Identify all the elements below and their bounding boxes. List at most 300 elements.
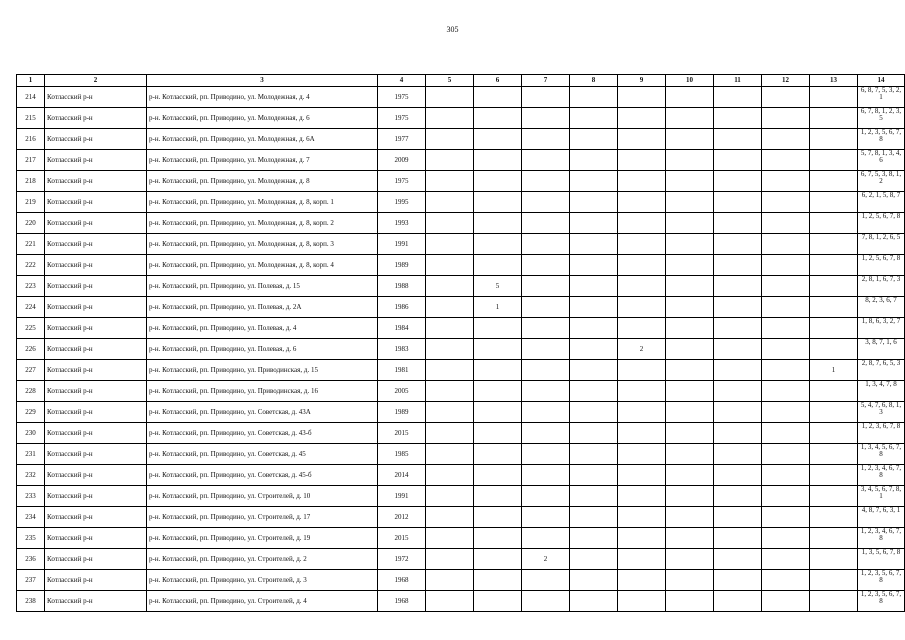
table-row — [17, 381, 905, 402]
column-header: 3 — [147, 75, 378, 87]
col13-cell — [810, 486, 858, 507]
district-cell: Котласский р-н — [45, 549, 147, 570]
col9-cell — [618, 234, 666, 255]
col6-cell — [474, 570, 522, 591]
col8-cell — [570, 297, 618, 318]
col6-cell — [474, 339, 522, 360]
sequence-cell: 6, 8, 7, 5, 3, 2, 1 — [858, 87, 905, 108]
col10-cell — [666, 276, 714, 297]
district-cell: Котласский р-н — [45, 150, 147, 171]
col6-cell — [474, 423, 522, 444]
col8-cell — [570, 318, 618, 339]
col8-cell — [570, 213, 618, 234]
col12-cell — [762, 402, 810, 423]
col10-cell — [666, 591, 714, 612]
sequence-cell: 1, 3, 4, 5, 6, 7, 8 — [858, 444, 905, 465]
column-header: 8 — [570, 75, 618, 87]
column-header: 14 — [858, 75, 905, 87]
col8-cell — [570, 87, 618, 108]
col5-cell — [426, 339, 474, 360]
col7-cell — [522, 297, 570, 318]
year-cell: 1983 — [378, 339, 426, 360]
sequence-cell: 2, 8, 1, 6, 7, 3 — [858, 276, 905, 297]
col7-cell — [522, 465, 570, 486]
col7-cell — [522, 255, 570, 276]
col5-cell — [426, 528, 474, 549]
col7-cell — [522, 402, 570, 423]
address-cell: р-н. Котласский, рп. Приводино, ул. Молодежная, д. 6 — [147, 108, 378, 129]
col6-cell — [474, 507, 522, 528]
register-table — [16, 74, 905, 612]
col6-cell — [474, 171, 522, 192]
col8-cell — [570, 129, 618, 150]
year-cell: 2009 — [378, 150, 426, 171]
col12-cell — [762, 87, 810, 108]
col5-cell — [426, 87, 474, 108]
sequence-cell: 6, 7, 5, 3, 8, 1, 2 — [858, 171, 905, 192]
col6-cell — [474, 381, 522, 402]
address-cell: р-н. Котласский, рп. Приводино, ул. Строителей, д. 17 — [147, 507, 378, 528]
column-header: 6 — [474, 75, 522, 87]
col5-cell — [426, 549, 474, 570]
col5-cell — [426, 150, 474, 171]
col11-cell — [714, 318, 762, 339]
table-row — [17, 591, 905, 612]
col9-cell — [618, 486, 666, 507]
col11-cell — [714, 465, 762, 486]
col13-cell — [810, 465, 858, 486]
col10-cell — [666, 255, 714, 276]
col12-cell — [762, 465, 810, 486]
table-row — [17, 192, 905, 213]
col12-cell — [762, 507, 810, 528]
col5-cell — [426, 276, 474, 297]
address-cell: р-н. Котласский, рп. Приводино, ул. Полевая, д. 15 — [147, 276, 378, 297]
address-cell: р-н. Котласский, рп. Приводино, ул. Строителей, д. 10 — [147, 486, 378, 507]
district-cell: Котласский р-н — [45, 213, 147, 234]
col7-cell — [522, 234, 570, 255]
district-cell: Котласский р-н — [45, 381, 147, 402]
district-cell: Котласский р-н — [45, 234, 147, 255]
row-number: 214 — [17, 87, 45, 108]
col8-cell — [570, 108, 618, 129]
column-header: 4 — [378, 75, 426, 87]
table-row — [17, 171, 905, 192]
col8-cell — [570, 465, 618, 486]
col6-cell — [474, 108, 522, 129]
col6-cell — [474, 549, 522, 570]
col10-cell — [666, 318, 714, 339]
column-header: 11 — [714, 75, 762, 87]
column-header: 10 — [666, 75, 714, 87]
sequence-cell: 1, 3, 5, 6, 7, 8 — [858, 549, 905, 570]
column-header: 13 — [810, 75, 858, 87]
row-number: 222 — [17, 255, 45, 276]
row-number: 231 — [17, 444, 45, 465]
col9-cell — [618, 150, 666, 171]
col11-cell — [714, 213, 762, 234]
col10-cell — [666, 486, 714, 507]
col5-cell — [426, 234, 474, 255]
col9-cell — [618, 528, 666, 549]
district-cell: Котласский р-н — [45, 318, 147, 339]
table-row — [17, 339, 905, 360]
col13-cell — [810, 444, 858, 465]
row-number: 223 — [17, 276, 45, 297]
year-cell: 1972 — [378, 549, 426, 570]
col13-cell — [810, 549, 858, 570]
col13-cell — [810, 591, 858, 612]
col9-cell — [618, 255, 666, 276]
address-cell: р-н. Котласский, рп. Приводино, ул. Молодежная, д. 8, корп. 4 — [147, 255, 378, 276]
table-row — [17, 402, 905, 423]
address-cell: р-н. Котласский, рп. Приводино, ул. Приводинская, д. 15 — [147, 360, 378, 381]
row-number: 235 — [17, 528, 45, 549]
col8-cell — [570, 381, 618, 402]
district-cell: Котласский р-н — [45, 297, 147, 318]
header-row — [17, 75, 905, 87]
col5-cell — [426, 318, 474, 339]
col6-cell — [474, 255, 522, 276]
address-cell: р-н. Котласский, рп. Приводино, ул. Строителей, д. 4 — [147, 591, 378, 612]
district-cell: Котласский р-н — [45, 591, 147, 612]
year-cell: 1989 — [378, 255, 426, 276]
table-row — [17, 549, 905, 570]
col6-cell — [474, 528, 522, 549]
col7-cell — [522, 213, 570, 234]
year-cell: 1975 — [378, 87, 426, 108]
col13-cell — [810, 129, 858, 150]
district-cell: Котласский р-н — [45, 507, 147, 528]
table-row — [17, 276, 905, 297]
col7-cell — [522, 87, 570, 108]
col8-cell — [570, 402, 618, 423]
col10-cell — [666, 507, 714, 528]
sequence-cell: 7, 8, 1, 2, 6, 5 — [858, 234, 905, 255]
row-number: 226 — [17, 339, 45, 360]
year-cell: 1968 — [378, 570, 426, 591]
col6-cell — [474, 486, 522, 507]
district-cell: Котласский р-н — [45, 192, 147, 213]
col6-cell — [474, 360, 522, 381]
table-row — [17, 486, 905, 507]
col8-cell — [570, 255, 618, 276]
col11-cell — [714, 381, 762, 402]
col7-cell — [522, 591, 570, 612]
col6-cell — [474, 591, 522, 612]
col9-cell: 2 — [618, 339, 666, 360]
year-cell: 1975 — [378, 171, 426, 192]
col10-cell — [666, 360, 714, 381]
row-number: 221 — [17, 234, 45, 255]
col13-cell — [810, 150, 858, 171]
col7-cell — [522, 486, 570, 507]
address-cell: р-н. Котласский, рп. Приводино, ул. Строителей, д. 3 — [147, 570, 378, 591]
district-cell: Котласский р-н — [45, 108, 147, 129]
col6-cell — [474, 192, 522, 213]
col9-cell — [618, 507, 666, 528]
district-cell: Котласский р-н — [45, 528, 147, 549]
col9-cell — [618, 87, 666, 108]
col8-cell — [570, 507, 618, 528]
district-cell: Котласский р-н — [45, 171, 147, 192]
col12-cell — [762, 339, 810, 360]
table-row — [17, 150, 905, 171]
table-row — [17, 255, 905, 276]
year-cell: 1977 — [378, 129, 426, 150]
address-cell: р-н. Котласский, рп. Приводино, ул. Молодежная, д. 8, корп. 2 — [147, 213, 378, 234]
col6-cell: 1 — [474, 297, 522, 318]
district-cell: Котласский р-н — [45, 570, 147, 591]
col6-cell — [474, 213, 522, 234]
col8-cell — [570, 234, 618, 255]
row-number: 228 — [17, 381, 45, 402]
col13-cell — [810, 87, 858, 108]
col13-cell — [810, 171, 858, 192]
district-cell: Котласский р-н — [45, 360, 147, 381]
col11-cell — [714, 486, 762, 507]
col12-cell — [762, 570, 810, 591]
col10-cell — [666, 192, 714, 213]
address-cell: р-н. Котласский, рп. Приводино, ул. Строителей, д. 19 — [147, 528, 378, 549]
col9-cell — [618, 108, 666, 129]
col10-cell — [666, 549, 714, 570]
col9-cell — [618, 213, 666, 234]
year-cell: 1984 — [378, 318, 426, 339]
col10-cell — [666, 465, 714, 486]
col7-cell — [522, 129, 570, 150]
col10-cell — [666, 339, 714, 360]
col11-cell — [714, 528, 762, 549]
col8-cell — [570, 276, 618, 297]
col11-cell — [714, 360, 762, 381]
col7-cell — [522, 171, 570, 192]
sequence-cell: 3, 4, 5, 6, 7, 8, 1 — [858, 486, 905, 507]
col7-cell — [522, 276, 570, 297]
col10-cell — [666, 213, 714, 234]
col9-cell — [618, 129, 666, 150]
table-row — [17, 297, 905, 318]
col11-cell — [714, 171, 762, 192]
district-cell: Котласский р-н — [45, 402, 147, 423]
col5-cell — [426, 129, 474, 150]
year-cell: 2005 — [378, 381, 426, 402]
col6-cell — [474, 465, 522, 486]
col6-cell — [474, 444, 522, 465]
col5-cell — [426, 444, 474, 465]
district-cell: Котласский р-н — [45, 87, 147, 108]
year-cell: 1989 — [378, 402, 426, 423]
col13-cell — [810, 318, 858, 339]
col8-cell — [570, 339, 618, 360]
col5-cell — [426, 570, 474, 591]
year-cell: 1981 — [378, 360, 426, 381]
page-number: 305 — [446, 25, 459, 34]
col6-cell — [474, 150, 522, 171]
col5-cell — [426, 360, 474, 381]
row-number: 217 — [17, 150, 45, 171]
row-number: 216 — [17, 129, 45, 150]
row-number: 233 — [17, 486, 45, 507]
col9-cell — [618, 402, 666, 423]
col5-cell — [426, 591, 474, 612]
col6-cell — [474, 402, 522, 423]
col13-cell — [810, 339, 858, 360]
col13-cell: 1 — [810, 360, 858, 381]
col6-cell: 5 — [474, 276, 522, 297]
col7-cell — [522, 444, 570, 465]
col12-cell — [762, 108, 810, 129]
table-row — [17, 507, 905, 528]
year-cell: 1975 — [378, 108, 426, 129]
col13-cell — [810, 402, 858, 423]
col12-cell — [762, 213, 810, 234]
col9-cell — [618, 318, 666, 339]
col11-cell — [714, 129, 762, 150]
col5-cell — [426, 465, 474, 486]
col12-cell — [762, 129, 810, 150]
sequence-cell: 5, 7, 8, 1, 3, 4, 6 — [858, 150, 905, 171]
address-cell: р-н. Котласский, рп. Приводино, ул. Полевая, д. 4 — [147, 318, 378, 339]
year-cell: 1985 — [378, 444, 426, 465]
col5-cell — [426, 297, 474, 318]
col12-cell — [762, 360, 810, 381]
col5-cell — [426, 192, 474, 213]
col12-cell — [762, 150, 810, 171]
col5-cell — [426, 213, 474, 234]
col11-cell — [714, 549, 762, 570]
col11-cell — [714, 234, 762, 255]
table-row — [17, 444, 905, 465]
table-row — [17, 360, 905, 381]
col12-cell — [762, 192, 810, 213]
col7-cell — [522, 150, 570, 171]
col9-cell — [618, 171, 666, 192]
col10-cell — [666, 129, 714, 150]
col11-cell — [714, 402, 762, 423]
col12-cell — [762, 528, 810, 549]
sequence-cell: 1, 2, 5, 6, 7, 8 — [858, 255, 905, 276]
row-number: 234 — [17, 507, 45, 528]
row-number: 218 — [17, 171, 45, 192]
district-cell: Котласский р-н — [45, 486, 147, 507]
district-cell: Котласский р-н — [45, 276, 147, 297]
table-row — [17, 108, 905, 129]
address-cell: р-н. Котласский, рп. Приводино, ул. Молодежная, д. 8, корп. 3 — [147, 234, 378, 255]
col9-cell — [618, 549, 666, 570]
year-cell: 2015 — [378, 528, 426, 549]
col10-cell — [666, 108, 714, 129]
col7-cell — [522, 423, 570, 444]
address-cell: р-н. Котласский, рп. Приводино, ул. Молодежная, д. 7 — [147, 150, 378, 171]
col9-cell — [618, 570, 666, 591]
table-row — [17, 234, 905, 255]
col8-cell — [570, 171, 618, 192]
col8-cell — [570, 360, 618, 381]
col5-cell — [426, 171, 474, 192]
col12-cell — [762, 444, 810, 465]
district-cell: Котласский р-н — [45, 444, 147, 465]
col11-cell — [714, 507, 762, 528]
col13-cell — [810, 234, 858, 255]
row-number: 230 — [17, 423, 45, 444]
col10-cell — [666, 87, 714, 108]
col5-cell — [426, 381, 474, 402]
year-cell: 1986 — [378, 297, 426, 318]
col12-cell — [762, 423, 810, 444]
col5-cell — [426, 423, 474, 444]
col10-cell — [666, 444, 714, 465]
col10-cell — [666, 402, 714, 423]
col5-cell — [426, 507, 474, 528]
col12-cell — [762, 234, 810, 255]
col11-cell — [714, 591, 762, 612]
row-number: 238 — [17, 591, 45, 612]
col9-cell — [618, 360, 666, 381]
sequence-cell: 1, 2, 3, 4, 6, 7, 8 — [858, 465, 905, 486]
col10-cell — [666, 171, 714, 192]
col5-cell — [426, 486, 474, 507]
sequence-cell: 1, 3, 4, 7, 8 — [858, 381, 905, 402]
district-cell: Котласский р-н — [45, 423, 147, 444]
column-header: 2 — [45, 75, 147, 87]
address-cell: р-н. Котласский, рп. Приводино, ул. Советская, д. 43-б — [147, 423, 378, 444]
table-row — [17, 465, 905, 486]
row-number: 237 — [17, 570, 45, 591]
col8-cell — [570, 423, 618, 444]
col11-cell — [714, 570, 762, 591]
col10-cell — [666, 234, 714, 255]
col9-cell — [618, 465, 666, 486]
district-cell: Котласский р-н — [45, 339, 147, 360]
col8-cell — [570, 528, 618, 549]
col10-cell — [666, 297, 714, 318]
district-cell: Котласский р-н — [45, 255, 147, 276]
column-header: 7 — [522, 75, 570, 87]
sequence-cell: 1, 2, 3, 5, 6, 7, 8 — [858, 591, 905, 612]
sequence-cell: 1, 8, 6, 3, 2, 7 — [858, 318, 905, 339]
col12-cell — [762, 318, 810, 339]
col10-cell — [666, 423, 714, 444]
year-cell: 2014 — [378, 465, 426, 486]
row-number: 215 — [17, 108, 45, 129]
year-cell: 1991 — [378, 234, 426, 255]
col7-cell — [522, 108, 570, 129]
col9-cell — [618, 423, 666, 444]
col8-cell — [570, 486, 618, 507]
table-row — [17, 528, 905, 549]
address-cell: р-н. Котласский, рп. Приводино, ул. Строителей, д. 2 — [147, 549, 378, 570]
col11-cell — [714, 255, 762, 276]
row-number: 227 — [17, 360, 45, 381]
col7-cell — [522, 360, 570, 381]
col7-cell — [522, 381, 570, 402]
col11-cell — [714, 423, 762, 444]
sequence-cell: 1, 2, 3, 5, 6, 7, 8 — [858, 570, 905, 591]
column-header: 12 — [762, 75, 810, 87]
district-cell: Котласский р-н — [45, 129, 147, 150]
address-cell: р-н. Котласский, рп. Приводино, ул. Советская, д. 43А — [147, 402, 378, 423]
col11-cell — [714, 150, 762, 171]
col12-cell — [762, 276, 810, 297]
sequence-cell: 1, 2, 3, 6, 7, 8 — [858, 423, 905, 444]
col12-cell — [762, 549, 810, 570]
column-header: 5 — [426, 75, 474, 87]
col8-cell — [570, 192, 618, 213]
col10-cell — [666, 150, 714, 171]
col11-cell — [714, 276, 762, 297]
table-row — [17, 423, 905, 444]
